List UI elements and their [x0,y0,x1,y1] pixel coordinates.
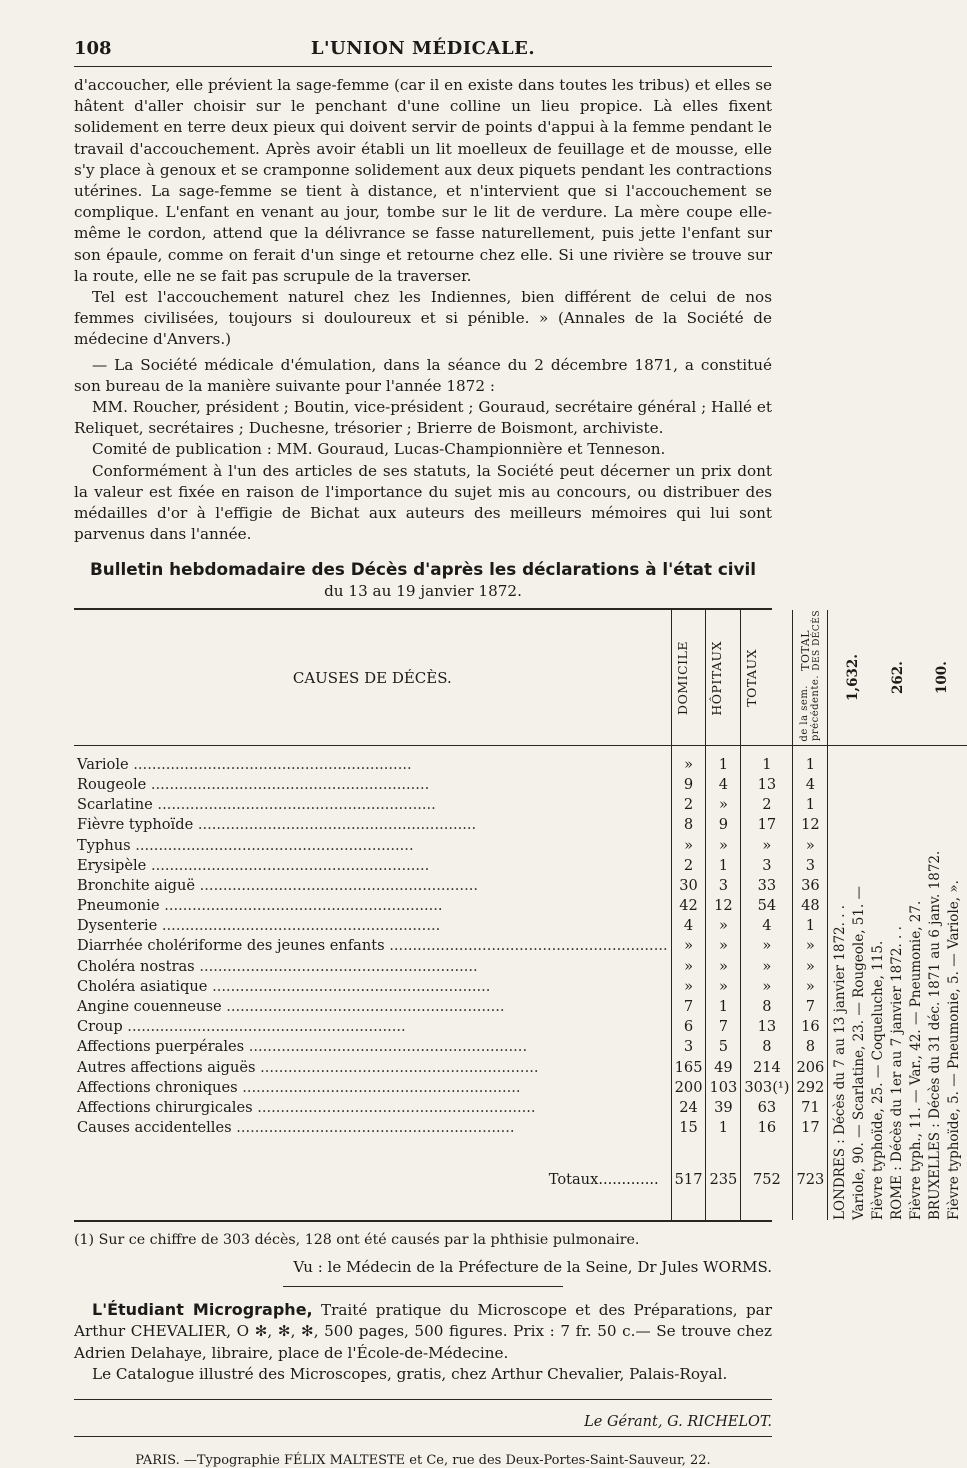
cause-label: Choléra nostras [77,957,195,975]
cell-hopitaux: 12 [706,896,741,916]
cause-label: Scarlatine [77,796,153,814]
body-paragraph: — La Société médicale d'émulation, dans la séance du 2 décembre 1871, a constitué son bureau de la manière suivante pour l'année 1872 : [74,355,772,395]
header-totaux: TOTAUX [744,648,760,707]
cause-label: Dysenterie [77,917,158,935]
cell-hopitaux: » [706,916,741,936]
cell-semaine: 3 [793,855,828,875]
cause-label: Fièvre typhoïde [77,816,194,834]
cell-semaine: 71 [793,1097,828,1117]
bruxelles-note [926,750,964,1220]
body-paragraph: Tel est l'accouchement naturel chez les Indiennes, bien différent de celui de nos femmes civilisées, toujours si douloureux et si pénible. » (Annales de la Société de médecine d'Anvers.) [74,288,772,349]
header-semaine-1: TOTAL [798,630,812,672]
cell-totaux: 54 [741,896,793,916]
cell-totaux: 2 [741,795,793,815]
cell-hopitaux: 9 [706,815,741,835]
header-domicile: DOMICILE [674,640,690,715]
leader-dots: ............................................................ [221,998,505,1016]
leader-dots: ............................................................ [255,1058,539,1076]
rome-note [888,750,926,1220]
cell-domicile: » [671,936,706,956]
cell-domicile: 200 [671,1077,706,1097]
rome-line-2: Fièvre typh., 11. — Var., 42. — Pneumonie, 27. [908,900,925,1221]
londres-line-2: Variole, 90. — Scarlatine, 23. — Rougeole, 51. — [851,886,868,1221]
leader-dots: ............................................................ [122,1018,406,1036]
cell-hopitaux: » [706,835,741,855]
leader-dots: ............................................................ [252,1098,536,1116]
leader-dots: ............................................................ [244,1038,528,1056]
cause-label: Choléra asiatique [77,977,208,995]
cell-totaux: » [741,976,793,996]
cause-label: Affections puerpérales [77,1038,245,1056]
cell-totaux: 214 [741,1057,793,1077]
leader-dots: ............................................................ [159,897,443,915]
leader-dots: ............................................................ [384,937,668,955]
cell-semaine: 8 [793,1037,828,1057]
cell-hopitaux: 49 [706,1057,741,1077]
leader-dots: ............................................................ [193,816,477,834]
body-paragraph: d'accoucher, elle prévient la sage-femme (car il en existe dans toutes les tribus) et elles se hâtent d'aller choisir sur le penchant d'une colline un lieu propice. Là elles fixent solidement en terre deux pieux qui doivent servir de points d'appui à la femme pendant le travail d'accouchement. Après avoir établi un lit moelleux de feuillage et de mousse, elle s'y place à genoux et se cramponne solidement aux deux piquets pendant les contractions utérines. La sage-femme se tient à distance, et n'intervient que si l'accouchement se complique. L'enfant en venant au jour, tombe sur le lit de verdure. La mère coupe elle-même le cordon, attend que la délivrance se fasse naturellement, puis jette l'enfant sur son épaule, comme on ferait d'un singe et retourne chez elle. Si une rivière se trouve sur la route, elle ne se fait pas scrupule de la traverser. [74,76,772,285]
cell-semaine: 17 [793,1118,828,1138]
cell-semaine: » [793,936,828,956]
header-semaine-3: de la sem. [799,684,811,742]
cell-semaine: » [793,976,828,996]
cause-label: Variole [77,755,129,773]
cell-totaux: » [741,835,793,855]
cause-label: Erysipèle [77,856,147,874]
leader-dots: ............................................................ [146,856,430,874]
journal-title: L'UNION MÉDICALE. [310,38,536,59]
cell-hopitaux: 5 [706,1037,741,1057]
cell-totaux: » [741,956,793,976]
cell-domicile: » [671,976,706,996]
total-totaux: 752 [741,1138,793,1216]
cell-domicile: » [671,835,706,855]
cause-label: Diarrhée cholériforme des jeunes enfants [77,937,385,955]
cause-label: Croup [77,1018,123,1036]
body-paragraph: Comité de publication : MM. Gouraud, Lucas-Championnière et Tenneson. [92,440,666,459]
cell-domicile: 2 [671,795,706,815]
cell-semaine: 7 [793,996,828,1016]
gerant-signature: Le Gérant, G. RICHELOT. [584,1414,772,1431]
cell-domicile: 8 [671,815,706,835]
leader-dots: ............................................................ [128,755,412,773]
cell-semaine: 36 [793,875,828,895]
cell-totaux: 13 [741,774,793,794]
signature-rule [74,1399,772,1400]
catalogue-text: Le Catalogue illustré des Microscopes, gratis, chez Arthur Chevalier, Palais-Royal. [92,1364,728,1383]
cell-semaine: 1 [793,795,828,815]
londres-count: 1,632. [845,654,862,702]
leader-dots: ............................................................ [152,796,436,814]
cell-domicile: » [671,754,706,774]
section-rule [283,1286,562,1287]
totals-label: Totaux [548,1171,599,1189]
printer-line: PARIS. —Typographie FÉLIX MALTESTE et Ce, rue des Deux-Portes-Saint-Sauveur, 22. [135,1453,711,1468]
cell-semaine: 1 [793,916,828,936]
rome-line-1: ROME : Décès du 1er au 7 janvier 1872. . . [889,926,906,1221]
cell-totaux: » [741,936,793,956]
rome-count: 262. [889,661,906,695]
cell-totaux: 63 [741,1097,793,1117]
cause-label: Angine couenneuse [77,998,222,1016]
vu-signature: Vu : le Médecin de la Préfecture de la Seine, Dr Jules WORMS. [293,1258,772,1277]
cell-semaine: 12 [793,815,828,835]
leader-dots: ............................................................ [157,917,441,935]
cell-domicile: 15 [671,1118,706,1138]
cell-hopitaux: 1 [706,996,741,1016]
cell-domicile: 3 [671,1037,706,1057]
cell-hopitaux: » [706,956,741,976]
leader-dots: ............................................................ [195,876,478,894]
bruxelles-line-1: BRUXELLES : Décès du 31 déc. 1871 au 6 janv. 1872. [927,850,944,1221]
cell-hopitaux: » [706,976,741,996]
header-causes: CAUSES DE DÉCÈS. [292,668,452,687]
cell-domicile: 7 [671,996,706,1016]
leader-dots: ............................................................ [207,977,491,995]
cell-semaine: » [793,956,828,976]
cause-label: Rougeole [77,775,147,793]
cell-semaine: 48 [793,896,828,916]
leader-dots: ............................................................ [194,957,478,975]
cell-totaux: 3 [741,855,793,875]
leader-dots: ............. [598,1171,659,1189]
cell-domicile: 24 [671,1097,706,1117]
cell-hopitaux: 39 [706,1097,741,1117]
page-header [74,0,772,59]
londres-line-3: Fièvre typhoïde, 25. — Coqueluche, 115. [870,940,887,1221]
cell-hopitaux: 1 [706,1118,741,1138]
cause-label: Autres affections aiguës [77,1058,256,1076]
total-domicile: 517 [671,1138,706,1216]
total-semaine: 723 [793,1138,828,1216]
micrographe-title: L'Étudiant Micrographe, [92,1300,313,1320]
cell-totaux: 33 [741,875,793,895]
total-hopitaux: 235 [706,1138,741,1216]
page-number: 108 [74,38,112,59]
cell-hopitaux: 3 [706,875,741,895]
cell-domicile: 2 [671,855,706,875]
header-rule [74,66,772,67]
cell-hopitaux: » [706,795,741,815]
bulletin-title: Bulletin hebdomadaire des Décès d'après les déclarations à l'état civil [90,559,756,580]
cause-label: Affections chirurgicales [77,1098,253,1116]
cell-domicile: 4 [671,916,706,936]
cell-hopitaux: 4 [706,774,741,794]
header-hopitaux: HÔPITAUX [709,640,725,716]
cell-domicile: 42 [671,896,706,916]
cell-semaine: 1 [793,754,828,774]
cell-semaine: 4 [793,774,828,794]
printer-rule [74,1436,772,1437]
cause-label: Pneumonie [77,897,160,915]
cell-totaux: 8 [741,1037,793,1057]
cell-hopitaux: 1 [706,855,741,875]
leader-dots: ............................................................ [231,1119,515,1137]
cell-semaine: 292 [793,1077,828,1097]
cause-label: Affections chroniques [77,1078,238,1096]
leader-dots: ............................................................ [237,1078,521,1096]
cell-hopitaux: 1 [706,754,741,774]
leader-dots: ............................................................ [146,775,430,793]
micrographe-notice [74,1299,772,1385]
cell-totaux: 17 [741,815,793,835]
cell-totaux: 303(¹) [741,1077,793,1097]
bulletin-subtitle: du 13 au 19 janvier 1872. [324,582,522,601]
deaths-table [74,610,967,1220]
header-semaine-2: DES DÉCÈS [811,610,822,672]
cell-domicile: 30 [671,875,706,895]
bruxelles-count: 100. [934,661,951,695]
cell-semaine: 16 [793,1017,828,1037]
cause-label: Typhus [77,836,131,854]
cell-hopitaux: 7 [706,1017,741,1037]
cell-semaine: » [793,835,828,855]
cell-domicile: 6 [671,1017,706,1037]
table-bottom-rule [74,1220,772,1222]
cell-totaux: 13 [741,1017,793,1037]
cell-hopitaux: » [706,936,741,956]
cause-label: Causes accidentelles [77,1119,232,1137]
londres-line-1: LONDRES : Décès du 7 au 13 janvier 1872. . . [832,905,849,1221]
header-semaine-4: précédente. [810,675,822,742]
cause-label: Bronchite aiguë [77,876,196,894]
body-paragraph: MM. Roucher, président ; Boutin, vice-président ; Gouraud, secrétaire général ; Hallé et Reliquet, secrétaires ; Duchesne, trésorier ; Brierre de Boismont, archiviste. [74,398,772,438]
londres-note [831,750,888,1220]
body-paragraph: Conformément à l'un des articles de ses statuts, la Société peut décerner un prix dont la valeur est fixée en raison de l'importance du sujet mis au concours, ou distribuer des médailles d'or à l'effigie de Bichat aux auteurs des meilleurs mémoires qui lui sont parvenus dans l'année. [74,461,772,544]
cell-totaux: 4 [741,916,793,936]
bruxelles-line-2: Fièvre typhoïde, 5. — Pneumonie, 5. — Variole, ». [946,880,963,1221]
cell-totaux: 16 [741,1118,793,1138]
cell-semaine: 206 [793,1057,828,1077]
cell-domicile: » [671,956,706,976]
cell-totaux: 1 [741,754,793,774]
cell-hopitaux: 103 [706,1077,741,1097]
table-footnote: (1) Sur ce chiffre de 303 décès, 128 ont été causés par la phthisie pulmonaire. [74,1232,640,1249]
cell-totaux: 8 [741,996,793,1016]
leader-dots: ............................................................ [130,836,414,854]
cell-domicile: 9 [671,774,706,794]
cell-domicile: 165 [671,1057,706,1077]
micrographe-text: Traité pratique du Microscope et des Préparations, par Arthur CHEVALIER, O ✻, ✻, ✻, 500 pages, 500 figures. Prix : 7 fr. 50 c.— Se trouve chez Adrien Delahaye, libraire, place de l'École-de-Médecine. [74,1301,773,1362]
